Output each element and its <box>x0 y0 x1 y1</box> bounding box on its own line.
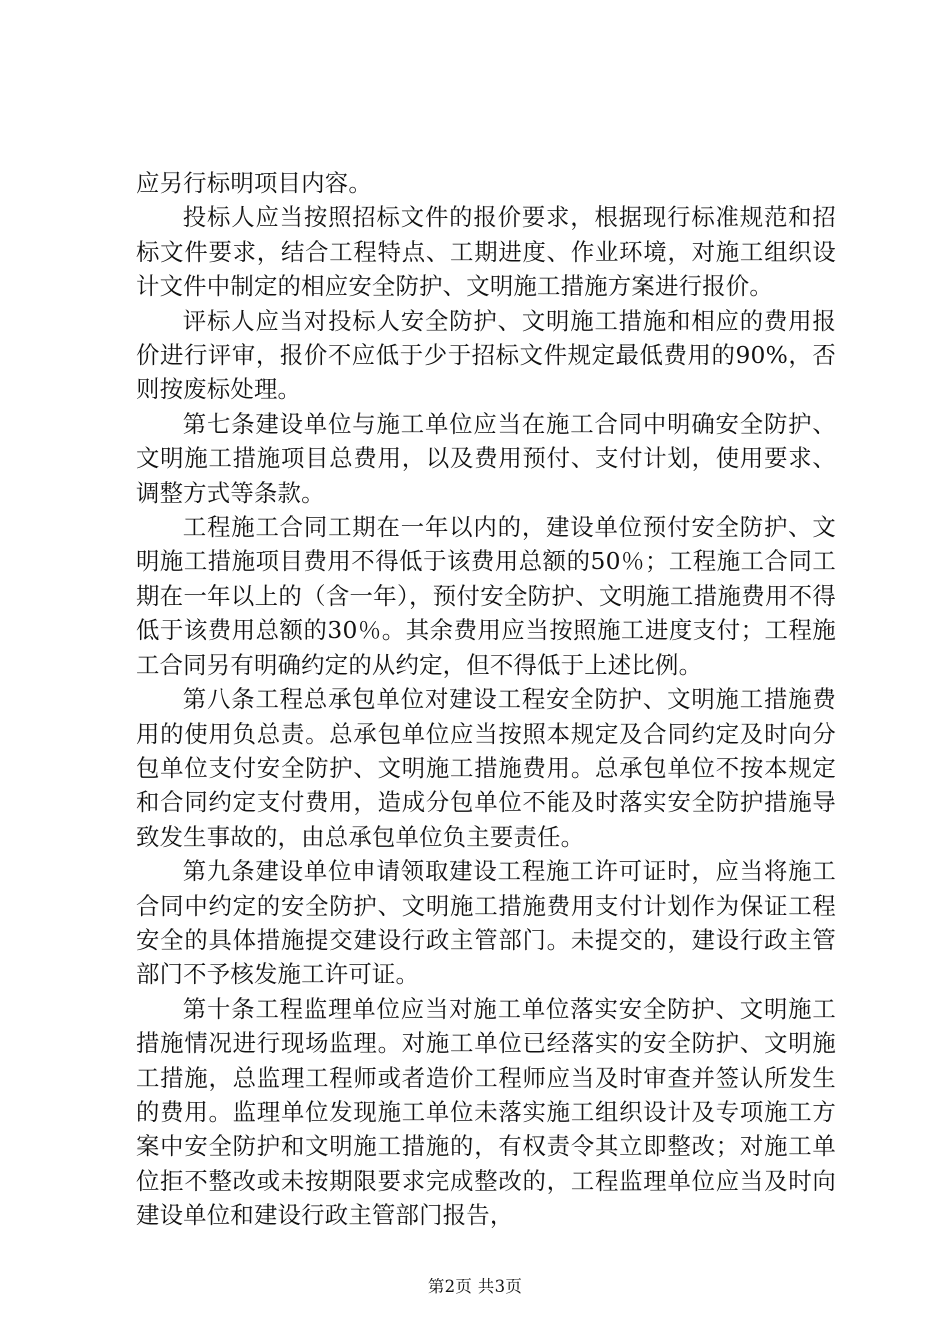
paragraph-article-9: 第九条建设单位申请领取建设工程施工许可证时，应当将施工合同中约定的安全防护、文明施工措施费用支付计划作为保证工程安全的具体措施提交建设行政主管部门。未提交的，建设行政主管部门不予核发施工许可证。 <box>136 857 836 989</box>
paragraph-bid-evaluation: 评标人应当对投标人安全防护、文明施工措施和相应的费用报价进行评审，报价不应低于少于招标文件规定最低费用的90%，否则按废标处理。 <box>136 306 836 404</box>
paragraph-continuation: 应另行标明项目内容。 <box>136 169 372 197</box>
page-number-footer: 第2页 共3页 <box>427 1277 523 1296</box>
paragraph-article-10: 第十条工程监理单位应当对施工单位落实安全防护、文明施工措施情况进行现场监理。对施工单位已经落实的安全防护、文明施工措施，总监理工程师或者造价工程师应当及时审查并签认所发生的费用。监理单位发现施工单位未落实施工组织设计及专项施工方案中安全防护和文明施工措施的，有权责令其立即整改；对施工单位拒不整改或未按期限要求完成整改的，工程监理单位应当及时向建设单位和建设行政主管部门报告， <box>136 994 836 1230</box>
paragraph-article-7: 第七条建设单位与施工单位应当在施工合同中明确安全防护、文明施工措施项目总费用，以及费用预付、支付计划，使用要求、调整方式等条款。 <box>136 409 836 507</box>
paragraph-prepayment: 工程施工合同工期在一年以内的，建设单位预付安全防护、文明施工措施项目费用不得低于该费用总额的50％；工程施工合同工期在一年以上的（含一年），预付安全防护、文明施工措施费用不得低于该费用总额的30％。其余费用应当按照施工进度支付；工程施工合同另有明确约定的从约定，但不得低于上述比例。 <box>136 513 836 679</box>
paragraph-article-8: 第八条工程总承包单位对建设工程安全防护、文明施工措施费用的使用负总责。总承包单位应当按照本规定及合同约定及时向分包单位支付安全防护、文明施工措施费用。总承包单位不按本规定和合同约定支付费用，造成分包单位不能及时落实安全防护措施导致发生事故的，由总承包单位负主要责任。 <box>136 685 836 851</box>
paragraph-bid-quotation: 投标人应当按照招标文件的报价要求，根据现行标准规范和招标文件要求，结合工程特点、工期进度、作业环境，对施工组织设计文件中制定的相应安全防护、文明施工措施方案进行报价。 <box>136 203 836 301</box>
document-body <box>136 166 836 1233</box>
